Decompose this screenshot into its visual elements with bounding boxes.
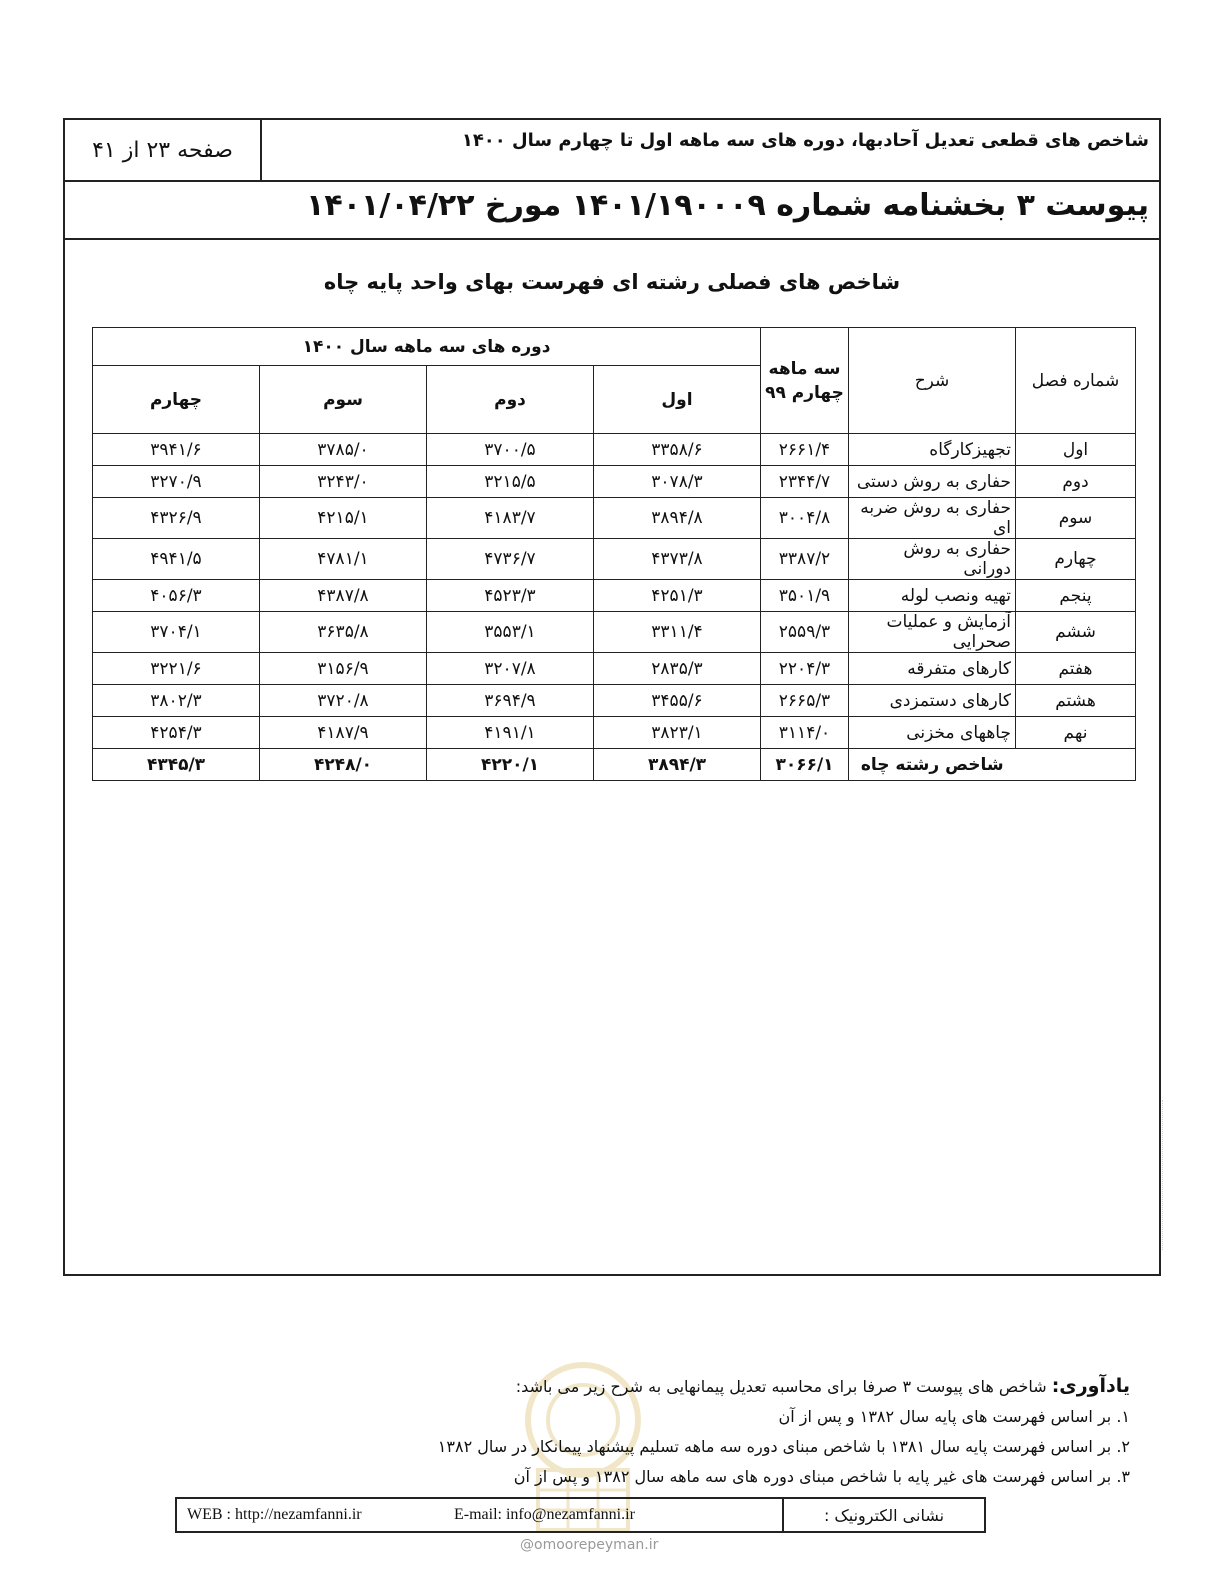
- q1-cell: ۳۸۹۴/۸: [594, 498, 761, 539]
- q3-cell: ۴۷۸۱/۱: [260, 539, 427, 580]
- desc-cell: حفاری به روش ضربه ای: [849, 498, 1016, 539]
- q3-cell: ۴۱۸۷/۹: [260, 717, 427, 749]
- total-q3-cell: ۴۲۴۸/۰: [260, 749, 427, 781]
- q3-cell: ۳۷۲۰/۸: [260, 685, 427, 717]
- header-base-quarter: [761, 328, 849, 434]
- total-q4-cell: ۴۳۴۵/۳: [93, 749, 260, 781]
- notes-intro: شاخص های پیوست ۳ صرفا برای محاسبه تعدیل پیمانهایی به شرح زیر می باشد:: [515, 1377, 1052, 1396]
- q3-cell: ۴۳۸۷/۸: [260, 580, 427, 612]
- base-cell: ۳۱۱۴/۰: [761, 717, 849, 749]
- table-row: [93, 434, 1136, 466]
- q2-cell: ۳۲۱۵/۵: [427, 466, 594, 498]
- base-cell: ۲۲۰۴/۳: [761, 653, 849, 685]
- q1-cell: ۴۳۷۳/۸: [594, 539, 761, 580]
- chapter-cell: ششم: [1016, 612, 1136, 653]
- notes-item: ۱. بر اساس فهرست های پایه سال ۱۳۸۲ و پس از آن: [778, 1407, 1130, 1426]
- page-number: صفحه ۲۳ از ۴۱: [65, 120, 262, 180]
- q3-cell: ۴۲۱۵/۱: [260, 498, 427, 539]
- notes-item: ۲. بر اساس فهرست پایه سال ۱۳۸۱ با شاخص مبنای دوره سه ماهه تسلیم پیشنهاد پیمانکار در سال ۱۳۸۲: [437, 1437, 1130, 1456]
- q2-cell: ۴۵۲۳/۳: [427, 580, 594, 612]
- desc-cell: تهیه ونصب لوله: [849, 580, 1016, 612]
- page-frame: [63, 118, 1161, 1276]
- q4-cell: ۳۸۰۲/۳: [93, 685, 260, 717]
- q2-cell: ۴۱۸۳/۷: [427, 498, 594, 539]
- desc-cell: کارهای متفرقه: [849, 653, 1016, 685]
- q1-cell: ۳۴۵۵/۶: [594, 685, 761, 717]
- table-row: [93, 612, 1136, 653]
- header-title: شاخص های قطعی تعدیل آحادبها، دوره های سه ماهه اول تا چهارم سال ۱۴۰۰: [461, 130, 1149, 151]
- header-q4: چهارم: [93, 366, 260, 434]
- notes-intro-line: [438, 1371, 1130, 1402]
- footer-email-link[interactable]: E-mail: info@nezamfanni.ir: [454, 1506, 635, 1523]
- q4-cell: ۳۹۴۱/۶: [93, 434, 260, 466]
- header-q2: دوم: [427, 366, 594, 434]
- notes-item: ۳. بر اساس فهرست های غیر پایه با شاخص مبنای دوره های سه ماهه سال ۱۳۸۲ و پس از آن: [513, 1467, 1130, 1486]
- header-row: [65, 120, 1159, 182]
- desc-cell: چاههای مخزنی: [849, 717, 1016, 749]
- chapter-cell: اول: [1016, 434, 1136, 466]
- total-desc-cell: شاخص رشته چاه: [849, 749, 1016, 781]
- header-base-text: سه ماهه چهارم ۹۹: [765, 358, 844, 403]
- header-q3: سوم: [260, 366, 427, 434]
- header-desc: شرح: [849, 328, 1016, 434]
- index-table: [92, 327, 1136, 781]
- table-row: [93, 539, 1136, 580]
- base-cell: ۳۳۸۷/۲: [761, 539, 849, 580]
- footer-label: نشانی الکترونیک :: [782, 1499, 984, 1531]
- notes-title: یادآوری:: [1051, 1375, 1130, 1397]
- base-cell: ۳۰۰۴/۸: [761, 498, 849, 539]
- circular-header-row: [65, 182, 1159, 240]
- q1-cell: ۳۳۱۱/۴: [594, 612, 761, 653]
- q1-cell: ۲۸۳۵/۳: [594, 653, 761, 685]
- circular-title: پیوست ۳ بخشنامه شماره ۱۴۰۱/۱۹۰۰۰۹ مورخ ۱۴۰۱/۰۴/۲۲: [306, 188, 1149, 223]
- chapter-cell: سوم: [1016, 498, 1136, 539]
- q2-cell: ۴۱۹۱/۱: [427, 717, 594, 749]
- q4-cell: ۴۳۲۶/۹: [93, 498, 260, 539]
- desc-cell: حفاری به روش دورانی: [849, 539, 1016, 580]
- q4-cell: ۴۹۴۱/۵: [93, 539, 260, 580]
- edge-mark: [1162, 1100, 1167, 1250]
- q1-cell: ۴۲۵۱/۳: [594, 580, 761, 612]
- chapter-cell: هشتم: [1016, 685, 1136, 717]
- total-q1-cell: ۳۸۹۴/۳: [594, 749, 761, 781]
- header-periods: دوره های سه ماهه سال ۱۴۰۰: [93, 328, 761, 366]
- q2-cell: ۳۵۵۳/۱: [427, 612, 594, 653]
- q2-cell: ۳۲۰۷/۸: [427, 653, 594, 685]
- q2-cell: ۴۷۳۶/۷: [427, 539, 594, 580]
- table-row: [93, 717, 1136, 749]
- q4-cell: ۳۲۷۰/۹: [93, 466, 260, 498]
- q2-cell: ۳۶۹۴/۹: [427, 685, 594, 717]
- total-q2-cell: ۴۲۲۰/۱: [427, 749, 594, 781]
- chapter-cell: هفتم: [1016, 653, 1136, 685]
- footer-box: [175, 1497, 986, 1533]
- q3-cell: ۳۲۴۳/۰: [260, 466, 427, 498]
- table-row: [93, 685, 1136, 717]
- notes-block: [438, 1371, 1130, 1492]
- desc-cell: آزمایش و عملیات صحرایی: [849, 612, 1016, 653]
- q4-cell: ۴۰۵۶/۳: [93, 580, 260, 612]
- table-row: [93, 653, 1136, 685]
- total-row: [93, 749, 1136, 781]
- table-row: [93, 580, 1136, 612]
- total-chapter-cell: [1016, 749, 1136, 781]
- q3-cell: ۳۶۳۵/۸: [260, 612, 427, 653]
- q4-cell: ۴۲۵۴/۳: [93, 717, 260, 749]
- desc-cell: کارهای دستمزدی: [849, 685, 1016, 717]
- watermark-text: @omoorepeyman.ir: [520, 1537, 659, 1553]
- base-cell: ۲۶۶۱/۴: [761, 434, 849, 466]
- q4-cell: ۳۷۰۴/۱: [93, 612, 260, 653]
- section-title: شاخص های فصلی رشته ای فهرست بهای واحد پایه چاه: [323, 270, 901, 294]
- footer-web-link[interactable]: WEB : http://nezamfanni.ir: [187, 1506, 362, 1523]
- q4-cell: ۳۲۲۱/۶: [93, 653, 260, 685]
- q2-cell: ۳۷۰۰/۵: [427, 434, 594, 466]
- desc-cell: حفاری به روش دستی: [849, 466, 1016, 498]
- q3-cell: ۳۱۵۶/۹: [260, 653, 427, 685]
- base-cell: ۲۵۵۹/۳: [761, 612, 849, 653]
- q3-cell: ۳۷۸۵/۰: [260, 434, 427, 466]
- q1-cell: ۳۸۲۳/۱: [594, 717, 761, 749]
- header-q1: اول: [594, 366, 761, 434]
- base-cell: ۲۶۶۵/۳: [761, 685, 849, 717]
- desc-cell: تجهیزکارگاه: [849, 434, 1016, 466]
- chapter-cell: چهارم: [1016, 539, 1136, 580]
- total-base-cell: ۳۰۶۶/۱: [761, 749, 849, 781]
- chapter-cell: دوم: [1016, 466, 1136, 498]
- q1-cell: ۳۰۷۸/۳: [594, 466, 761, 498]
- base-cell: ۳۵۰۱/۹: [761, 580, 849, 612]
- q1-cell: ۳۳۵۸/۶: [594, 434, 761, 466]
- base-cell: ۲۳۴۴/۷: [761, 466, 849, 498]
- header-chapter: شماره فصل: [1016, 328, 1136, 434]
- chapter-cell: نهم: [1016, 717, 1136, 749]
- table-row: [93, 498, 1136, 539]
- chapter-cell: پنجم: [1016, 580, 1136, 612]
- table-row: [93, 466, 1136, 498]
